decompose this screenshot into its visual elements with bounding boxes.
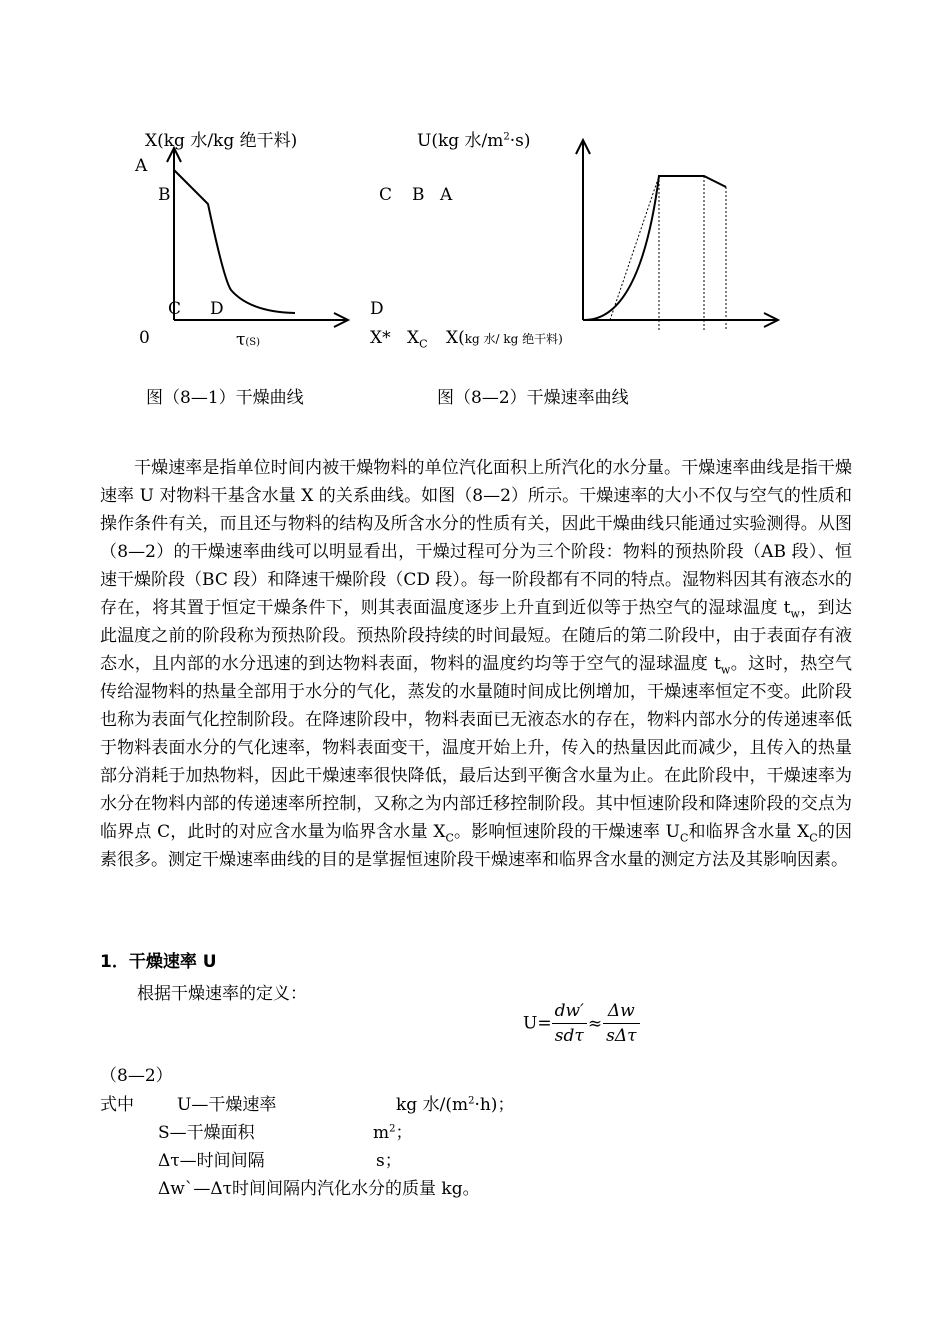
fig1-point-c: C — [168, 299, 182, 319]
def-s: S—干燥面积 — [158, 1123, 255, 1143]
where-label: 式中 — [100, 1095, 134, 1115]
fig1-point-b: B — [158, 185, 171, 205]
paragraph-text: 干燥速率是指单位时间内被干燥物料的单位汽化面积上所汽化的水分量。干燥速率曲线是指干燥速率 U 对物料干基含水量 X 的关系曲线。如图（8—2）所示。干燥速率的大小不仅与空气的性质和操作条件有关，而且还与物料的结构及所含水分的性质有关，因此干燥曲线只能通过实验测得。从图（8—2）的干燥速率曲线可以明显看出，干燥过程可分为三个阶段：物料的预热阶段（AB 段）、恒速干燥阶段（BC 段）和降速干燥阶段（CD 段）。每一阶段都有不同的特点。湿物料因其有液态水的存在，将其置于恒定干燥条件下，则其表面温度逐步上升直到近似等于热空气的湿球温度 $t_w$，到达此温度之前的阶段称为预热阶段。预热阶段持续的时间最短。在随后的第二阶段中，由于表面存有液态水，且内部的水分迅速的到达物料表面，物料的温度约均等于空气的湿球温度 $t_w$。这时，热空气传给湿物料的热量全部用于水分的气化，蒸发的水量随时间成比例增加，干燥速率恒定不变。此阶段也称为表面气化控制阶段。在降速阶段中，物料表面已无液态水的存在，物料内部水分的传递速率低于物料表面水分的气化速率，物料表面变干，温度开始上升，传入的热量因此而减少，且传入的热量部分消耗于加热物料，因此干燥速率很快降低，最后达到平衡含水量为止。在此阶段中，干燥速率为水分在物料内部的传递速率所控制，又称之为内部迁移控制阶段。其中恒速阶段和降速阶段的交点为临界点 C，此时的对应含水量为临界含水量 $X_C$。影响恒速阶段的干燥速率 $U_C$和临界含水量 $X_C$的因素很多。测定干燥速率曲线的目的是掌握恒速阶段干燥速率和临界含水量的测定方法及其影响因素。 — [100, 458, 853, 870]
def-u: U—干燥速率 — [177, 1095, 277, 1115]
fig2-y-axis-label: U(kg 水$/m^2\cdot s$) — [417, 131, 531, 151]
fig1-point-a: A — [135, 156, 148, 176]
section-heading: 1．干燥速率 U — [100, 952, 217, 972]
body-paragraph — [100, 454, 852, 874]
fig2-point-d: D — [370, 299, 384, 319]
fig2-dotted-line — [610, 176, 659, 320]
fig1-point-d: D — [210, 299, 224, 319]
formula-fraction-2: $\frac{\Delta w}{\text{sΔτ}}$ — [603, 1001, 639, 1046]
fig2-rate-curve — [583, 176, 726, 320]
equation-number: （8—2） — [100, 1066, 173, 1086]
def-u-unit: kg 水$/(m^2\cdot h)$； — [396, 1095, 515, 1115]
fig2-caption: 图（8—2）干燥速率曲线 — [437, 388, 629, 408]
fig2-x-axis-label: X(kg 水/ kg 绝干料) — [446, 328, 563, 348]
def-dtau: Δτ—时间间隔 — [158, 1151, 265, 1171]
fig1-y-axis-label: X(kg 水/kg 绝干料) — [145, 131, 298, 151]
formula-fraction-1: $\frac{dw'}{\text{sdτ}}$ — [552, 1001, 587, 1046]
fig2-point-c: C — [379, 185, 393, 205]
def-dtau-unit: s； — [376, 1151, 402, 1171]
def-s-unit: $m^2$； — [373, 1123, 413, 1143]
fig2-point-b: B — [412, 185, 425, 205]
fig1-x-axis-label: τ(S) — [236, 330, 261, 350]
section-intro: 根据干燥速率的定义： — [137, 984, 307, 1004]
fig2-xc: $X_C$ — [407, 328, 428, 351]
fig2-x-star: X* — [370, 328, 391, 348]
formula — [523, 1001, 640, 1046]
fig1-origin: 0 — [139, 328, 150, 348]
def-dw: Δw`—Δτ时间间隔内汽化水分的质量 kg。 — [158, 1179, 480, 1199]
fig2-point-a: A — [440, 185, 453, 205]
fig1-caption: 图（8—1）干燥曲线 — [146, 388, 304, 408]
formula-lhs: U= — [523, 1013, 552, 1034]
formula-approx: ≈ — [587, 1013, 603, 1034]
